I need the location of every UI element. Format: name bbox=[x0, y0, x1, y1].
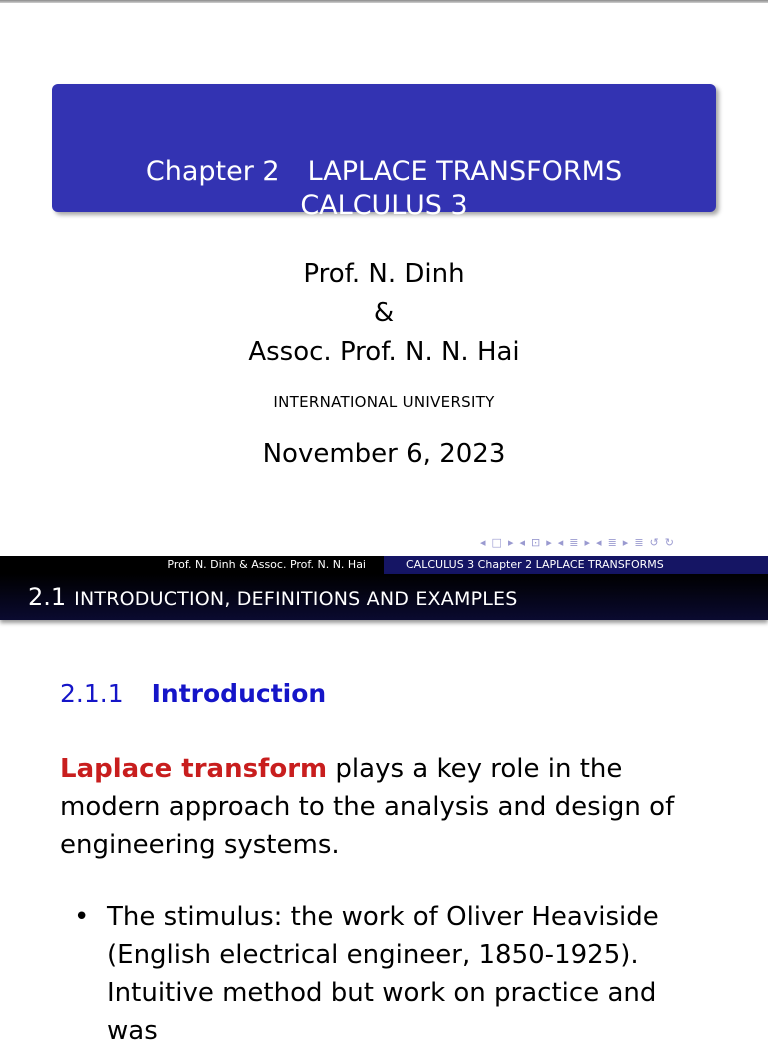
nav-toc-icon[interactable]: ≣ bbox=[634, 535, 644, 549]
highlighted-term: Laplace transform bbox=[60, 754, 328, 784]
nav-next-frame-icon[interactable]: ▸ bbox=[507, 535, 514, 549]
bullet-marker: • bbox=[74, 902, 90, 932]
top-rule bbox=[0, 0, 768, 3]
chapter-title: LAPLACE TRANSFORMS bbox=[307, 156, 623, 187]
slide-footer bbox=[0, 556, 768, 574]
subsection-number: 2.1.1 bbox=[60, 679, 124, 708]
section-number: 2.1 bbox=[28, 583, 67, 611]
nav-prev-subsection-icon[interactable]: ◂ bbox=[519, 535, 525, 549]
title-block bbox=[52, 84, 716, 221]
date: November 6, 2023 bbox=[262, 439, 506, 469]
footer-authors: Prof. N. Dinh & Assoc. Prof. N. N. Hai bbox=[0, 556, 384, 574]
nav-back-icon[interactable]: ↺ bbox=[649, 535, 659, 549]
nav-next-section-icon[interactable]: ▸ bbox=[584, 535, 591, 549]
paragraph-text: plays a key role in the modern approach to the analysis and design of engineering systems. bbox=[60, 754, 675, 860]
nav-subsubsection-icon[interactable]: ≣ bbox=[607, 535, 617, 549]
course-title: CALCULUS 3 bbox=[300, 190, 468, 221]
subsection-title: Introduction bbox=[151, 679, 327, 708]
bullet-text: The stimulus: the work of Oliver Heaviside (English electrical engineer, 1850-1925). Intuitive method but work on practice and was bbox=[107, 902, 659, 1046]
nav-next-subsubsection-icon[interactable]: ▸ bbox=[622, 535, 629, 549]
nav-forward-icon[interactable]: ↻ bbox=[664, 535, 674, 549]
chapter-label: Chapter 2 bbox=[145, 156, 280, 187]
nav-subsection-icon[interactable]: ⊡ bbox=[531, 535, 541, 549]
nav-prev-frame-icon[interactable]: ◂ bbox=[480, 535, 486, 549]
subsection-heading bbox=[60, 678, 326, 710]
footer-title: CALCULUS 3 Chapter 2 LAPLACE TRANSFORMS bbox=[384, 556, 768, 574]
nav-prev-subsubsection-icon[interactable]: ◂ bbox=[596, 535, 602, 549]
nav-next-subsection-icon[interactable]: ▸ bbox=[546, 535, 552, 549]
chapter-title-line bbox=[52, 156, 716, 188]
intro-paragraph bbox=[60, 750, 720, 864]
bullet-item bbox=[74, 898, 714, 1050]
section-heading bbox=[28, 583, 517, 613]
section-title: INTRODUCTION, DEFINITIONS AND EXAMPLES bbox=[74, 588, 518, 610]
ampersand: & bbox=[373, 298, 395, 328]
section-header bbox=[0, 574, 768, 620]
nav-frame-icon[interactable]: □ bbox=[491, 535, 502, 549]
beamer-navigation-bar bbox=[480, 534, 762, 550]
nav-section-icon[interactable]: ≣ bbox=[569, 535, 579, 549]
author-1: Prof. N. Dinh bbox=[303, 259, 465, 289]
institution: INTERNATIONAL UNIVERSITY bbox=[273, 393, 495, 411]
author-2: Assoc. Prof. N. N. Hai bbox=[248, 337, 520, 367]
nav-prev-section-icon[interactable]: ◂ bbox=[557, 535, 564, 549]
